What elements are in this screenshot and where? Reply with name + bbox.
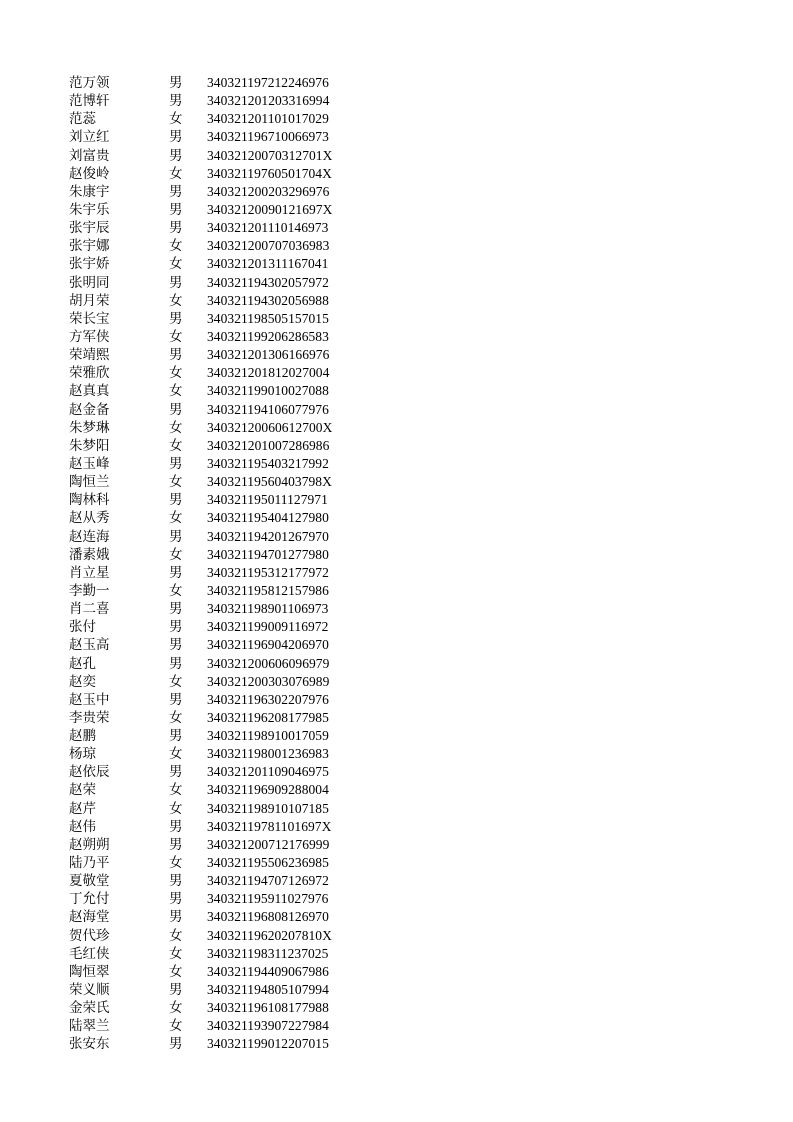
id-number-cell: 34032119620207810X (207, 927, 332, 943)
table-row (69, 328, 369, 346)
name-cell: 范万领 (69, 75, 110, 91)
id-number-cell: 340321196208177985 (207, 709, 329, 725)
table-row (69, 582, 369, 600)
id-number-cell: 340321201007286986 (207, 437, 330, 453)
id-number-cell: 340321194302056988 (207, 292, 329, 308)
table-row (69, 509, 369, 527)
gender-cell: 男 (169, 564, 183, 581)
name-cell: 赵从秀 (69, 510, 110, 527)
name-cell: 肖二喜 (69, 601, 110, 618)
gender-cell: 女 (169, 111, 183, 128)
table-row (69, 655, 369, 673)
id-number-cell: 340321200707036983 (207, 238, 330, 254)
name-cell: 毛红侠 (69, 945, 110, 962)
name-cell: 方军侠 (69, 328, 110, 345)
table-row (69, 636, 369, 654)
name-cell: 朱梦阳 (69, 437, 110, 454)
name-cell: 赵奕 (69, 673, 96, 690)
name-cell: 荣雅欣 (69, 365, 110, 382)
gender-cell: 女 (169, 963, 183, 980)
id-number-cell: 340321201109046975 (207, 764, 329, 780)
name-cell: 陶林科 (69, 492, 110, 509)
id-number-cell: 340321200303076989 (207, 673, 330, 689)
gender-cell: 女 (169, 945, 183, 962)
name-cell: 赵玉中 (69, 691, 110, 708)
table-row (69, 255, 369, 273)
gender-cell: 男 (169, 728, 183, 745)
gender-cell: 男 (169, 274, 183, 291)
gender-cell: 男 (169, 183, 183, 200)
gender-cell: 男 (169, 691, 183, 708)
table-row (69, 546, 369, 564)
name-cell: 赵玉高 (69, 637, 110, 654)
gender-cell: 男 (169, 873, 183, 890)
id-number-cell: 340321195911027976 (207, 891, 329, 907)
id-number-cell: 340321201306166976 (207, 347, 330, 363)
table-row (69, 473, 369, 491)
id-number-cell: 340321201311167041 (207, 256, 329, 272)
name-cell: 肖立星 (69, 564, 110, 581)
table-row (69, 854, 369, 872)
id-number-cell: 340321195011127971 (207, 492, 328, 508)
id-number-cell: 340321194201267970 (207, 528, 329, 544)
name-cell: 张明同 (69, 274, 110, 291)
gender-cell: 男 (169, 836, 183, 853)
id-number-cell: 340321195506236985 (207, 855, 329, 871)
table-row (69, 364, 369, 382)
name-cell: 赵伟 (69, 818, 96, 835)
table-row (69, 219, 369, 237)
name-cell: 刘富贵 (69, 147, 110, 164)
table-row (69, 600, 369, 618)
name-cell: 张宇娇 (69, 256, 110, 273)
gender-cell: 男 (169, 619, 183, 636)
id-number-cell: 340321198505157015 (207, 310, 329, 326)
id-number-cell: 34032119781101697X (207, 818, 332, 834)
id-number-cell: 340321198901106973 (207, 601, 329, 617)
table-row (69, 618, 369, 636)
gender-cell: 女 (169, 855, 183, 872)
gender-cell: 女 (169, 1018, 183, 1035)
gender-cell: 女 (169, 256, 183, 273)
gender-cell: 女 (169, 328, 183, 345)
gender-cell: 女 (169, 419, 183, 436)
name-cell: 李勤一 (69, 582, 110, 599)
name-cell: 杨琼 (69, 746, 96, 763)
gender-cell: 女 (169, 383, 183, 400)
id-number-cell: 340321194805107994 (207, 982, 329, 998)
table-row (69, 437, 369, 455)
name-cell: 张付 (69, 619, 96, 636)
name-cell: 朱宇乐 (69, 201, 110, 218)
gender-cell: 男 (169, 909, 183, 926)
gender-cell: 女 (169, 510, 183, 527)
table-row (69, 999, 369, 1017)
id-number-cell: 340321196904206970 (207, 637, 329, 653)
name-cell: 胡月荣 (69, 292, 110, 309)
id-number-cell: 34032119760501704X (207, 165, 332, 181)
id-number-cell: 340321200203296976 (207, 183, 330, 199)
table-row (69, 401, 369, 419)
id-number-cell: 340321198311237025 (207, 945, 329, 961)
table-row (69, 1017, 369, 1035)
table-row (69, 382, 369, 400)
gender-cell: 男 (169, 310, 183, 327)
table-row (69, 673, 369, 691)
table-row (69, 800, 369, 818)
name-cell: 金荣氏 (69, 1000, 110, 1017)
name-cell: 赵玉峰 (69, 455, 110, 472)
id-number-cell: 340321195403217992 (207, 455, 329, 471)
table-row (69, 128, 369, 146)
table-row (69, 310, 369, 328)
id-number-cell: 340321201110146973 (207, 220, 329, 236)
table-row (69, 292, 369, 310)
name-cell: 赵朔朔 (69, 836, 110, 853)
id-number-cell: 340321198001236983 (207, 746, 329, 762)
gender-cell: 女 (169, 238, 183, 255)
id-number-cell: 340321200606096979 (207, 655, 330, 671)
id-number-cell: 340321197212246976 (207, 75, 329, 90)
id-number-cell: 340321196302207976 (207, 691, 329, 707)
gender-cell: 女 (169, 582, 183, 599)
table-row (69, 981, 369, 999)
table-row (69, 74, 369, 92)
name-cell: 赵海堂 (69, 909, 110, 926)
table-row (69, 818, 369, 836)
gender-cell: 女 (169, 365, 183, 382)
gender-cell: 女 (169, 437, 183, 454)
id-number-cell: 340321194707126972 (207, 873, 329, 889)
table-row (69, 908, 369, 926)
gender-cell: 女 (169, 800, 183, 817)
name-cell: 范博轩 (69, 93, 110, 110)
name-cell: 赵孔 (69, 655, 96, 672)
gender-cell: 男 (169, 655, 183, 672)
id-number-cell: 340321198910017059 (207, 728, 329, 744)
gender-cell: 女 (169, 709, 183, 726)
gender-cell: 男 (169, 220, 183, 237)
name-cell: 李贵荣 (69, 709, 110, 726)
table-row (69, 237, 369, 255)
id-number-cell: 340321199010027088 (207, 383, 329, 399)
id-number-cell: 340321199012207015 (207, 1036, 329, 1052)
gender-cell: 男 (169, 601, 183, 618)
id-number-cell: 340321199206286583 (207, 328, 329, 344)
id-number-cell: 340321196710066973 (207, 129, 329, 145)
id-number-cell: 340321195404127980 (207, 510, 329, 526)
table-row (69, 836, 369, 854)
id-number-cell: 340321196909288004 (207, 782, 329, 798)
id-number-cell: 34032120070312701X (207, 147, 333, 163)
gender-cell: 女 (169, 474, 183, 491)
id-number-cell: 340321199009116972 (207, 619, 329, 635)
table-row (69, 691, 369, 709)
table-row (69, 890, 369, 908)
gender-cell: 女 (169, 546, 183, 563)
name-cell: 荣义顺 (69, 982, 110, 999)
gender-cell: 男 (169, 818, 183, 835)
name-cell: 朱康宇 (69, 183, 110, 200)
table-row (69, 781, 369, 799)
table-row (69, 727, 369, 745)
name-cell: 潘素娥 (69, 546, 110, 563)
id-number-cell: 340321201101017029 (207, 111, 329, 127)
table-row (69, 110, 369, 128)
name-cell: 荣靖熙 (69, 347, 110, 364)
name-cell: 陆翠兰 (69, 1018, 110, 1035)
id-number-cell: 340321201812027004 (207, 365, 330, 381)
table-row (69, 745, 369, 763)
table-row (69, 945, 369, 963)
id-number-cell: 34032120060612700X (207, 419, 333, 435)
name-cell: 张安东 (69, 1036, 110, 1053)
id-number-cell: 340321195812157986 (207, 582, 329, 598)
table-row (69, 201, 369, 219)
table-row (69, 927, 369, 945)
table-row (69, 564, 369, 582)
name-cell: 荣长宝 (69, 310, 110, 327)
table-row (69, 491, 369, 509)
table-row (69, 147, 369, 165)
name-cell: 陶恒翠 (69, 963, 110, 980)
gender-cell: 男 (169, 891, 183, 908)
name-cell: 范蕊 (69, 111, 96, 128)
table-row (69, 165, 369, 183)
gender-cell: 男 (169, 1036, 183, 1053)
gender-cell: 男 (169, 75, 183, 91)
id-number-cell: 340321193907227984 (207, 1018, 329, 1034)
gender-cell: 男 (169, 93, 183, 110)
id-number-cell: 340321198910107185 (207, 800, 329, 816)
gender-cell: 男 (169, 637, 183, 654)
name-cell: 赵鹏 (69, 728, 96, 745)
id-number-cell: 340321195312177972 (207, 564, 329, 580)
name-cell: 张宇娜 (69, 238, 110, 255)
table-row (69, 528, 369, 546)
gender-cell: 男 (169, 764, 183, 781)
name-cell: 赵芹 (69, 800, 96, 817)
gender-cell: 女 (169, 1000, 183, 1017)
gender-cell: 男 (169, 528, 183, 545)
table-row (69, 92, 369, 110)
table-row (69, 455, 369, 473)
table-row (69, 1035, 369, 1053)
name-cell: 赵依辰 (69, 764, 110, 781)
gender-cell: 男 (169, 347, 183, 364)
gender-cell: 女 (169, 292, 183, 309)
name-cell: 赵金备 (69, 401, 110, 418)
name-cell: 丁允付 (69, 891, 110, 908)
id-number-cell: 340321194701277980 (207, 546, 329, 562)
gender-cell: 男 (169, 401, 183, 418)
gender-cell: 女 (169, 782, 183, 799)
name-cell: 夏敬堂 (69, 873, 110, 890)
name-cell: 赵俊岭 (69, 165, 110, 182)
table-row (69, 183, 369, 201)
table-row (69, 872, 369, 890)
id-number-cell: 340321200712176999 (207, 836, 330, 852)
id-number-cell: 34032119560403798X (207, 474, 332, 490)
name-cell: 赵连海 (69, 528, 110, 545)
roster-table (69, 74, 369, 1054)
id-number-cell: 340321194409067986 (207, 963, 329, 979)
gender-cell: 男 (169, 492, 183, 509)
gender-cell: 男 (169, 201, 183, 218)
table-row (69, 346, 369, 364)
name-cell: 赵荣 (69, 782, 96, 799)
id-number-cell: 34032120090121697X (207, 201, 333, 217)
gender-cell: 男 (169, 147, 183, 164)
id-number-cell: 340321194106077976 (207, 401, 329, 417)
gender-cell: 女 (169, 746, 183, 763)
name-cell: 陆乃平 (69, 855, 110, 872)
gender-cell: 女 (169, 927, 183, 944)
table-row (69, 419, 369, 437)
id-number-cell: 340321201203316994 (207, 93, 330, 109)
id-number-cell: 340321196108177988 (207, 1000, 329, 1016)
name-cell: 朱梦琳 (69, 419, 110, 436)
name-cell: 陶恒兰 (69, 474, 110, 491)
id-number-cell: 340321194302057972 (207, 274, 329, 290)
gender-cell: 女 (169, 165, 183, 182)
gender-cell: 女 (169, 673, 183, 690)
gender-cell: 男 (169, 982, 183, 999)
gender-cell: 男 (169, 129, 183, 146)
name-cell: 张宇辰 (69, 220, 110, 237)
name-cell: 赵真真 (69, 383, 110, 400)
gender-cell: 男 (169, 455, 183, 472)
table-row (69, 963, 369, 981)
name-cell: 贺代珍 (69, 927, 110, 944)
id-number-cell: 340321196808126970 (207, 909, 329, 925)
table-row (69, 763, 369, 781)
name-cell: 刘立红 (69, 129, 110, 146)
table-row (69, 709, 369, 727)
table-row (69, 274, 369, 292)
